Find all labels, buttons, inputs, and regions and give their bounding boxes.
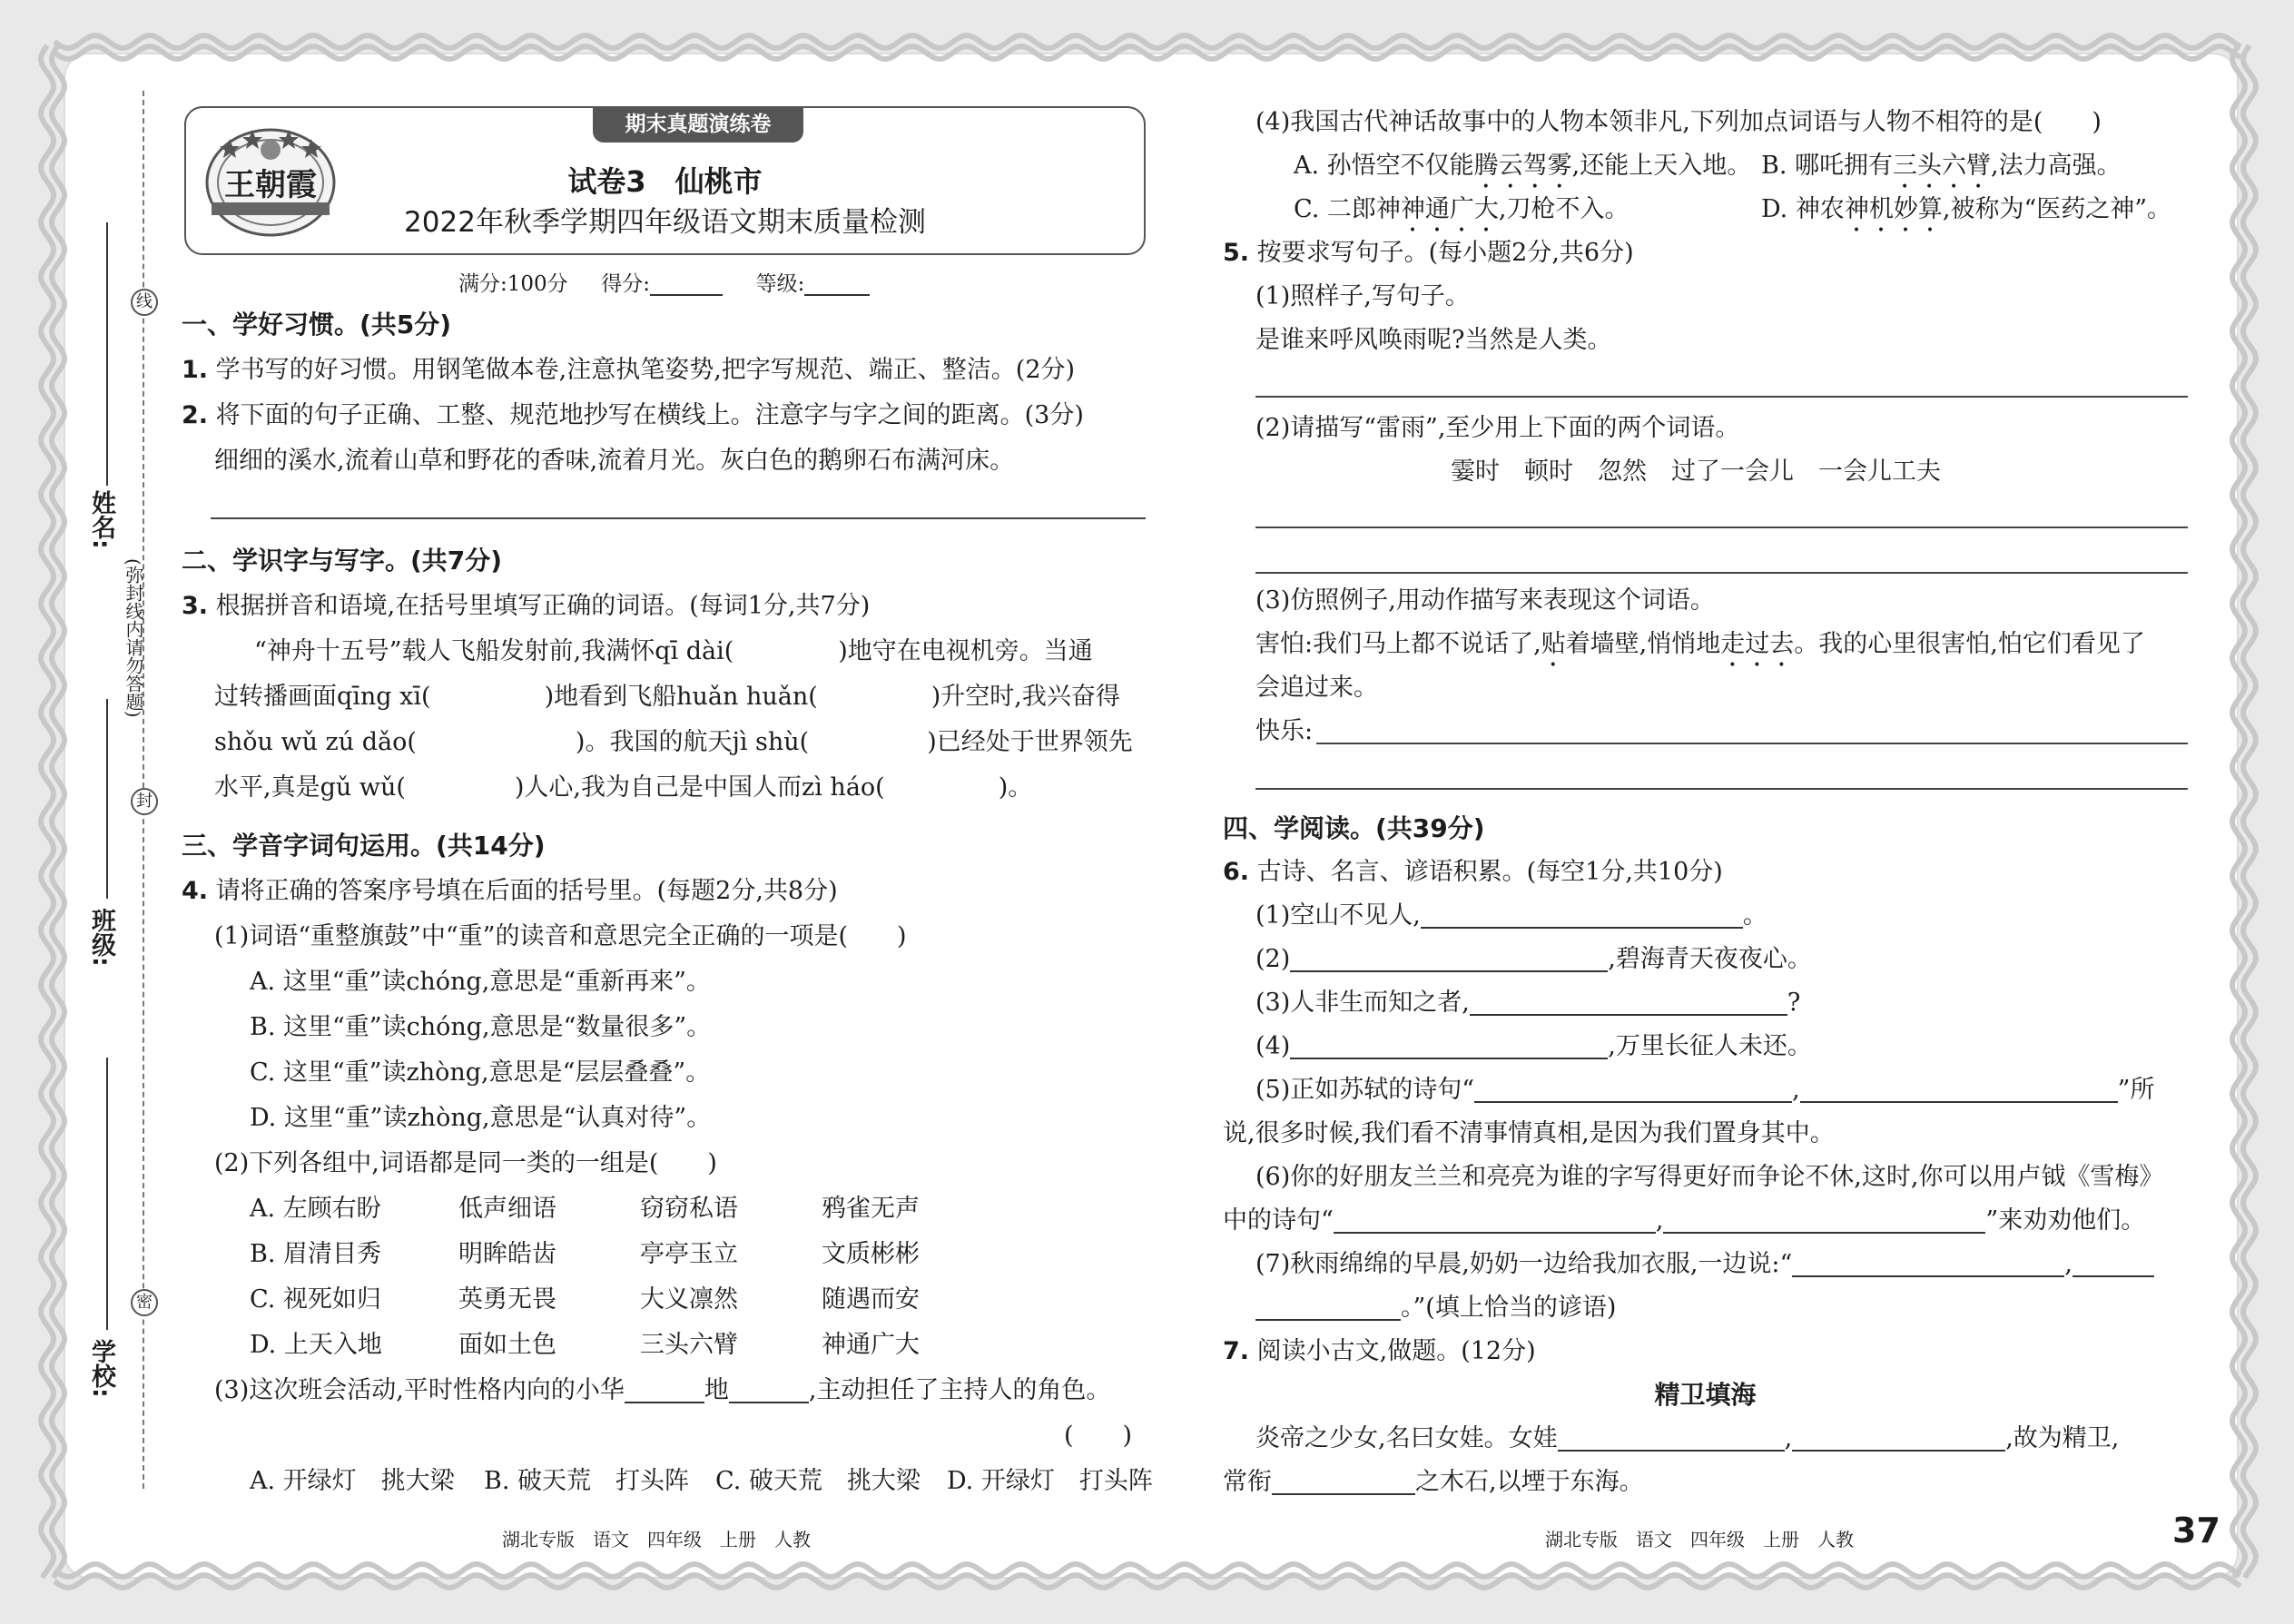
question-1: 1. 学书写的好习惯。用钢笔做本卷,注意执笔姿势,把字写规范、端正、整洁。(2分) [182, 356, 1076, 384]
grade-field[interactable] [804, 271, 870, 296]
q5-part-1: (1)照样子,写句子。 [1255, 282, 1470, 310]
binding-note: (弥封线内请勿答题) [123, 558, 144, 718]
q6-item-6-cont: 中的诗句“ , ”来劝劝他们。 [1223, 1198, 2145, 1244]
q6-2-blank[interactable] [1290, 941, 1608, 972]
q5-3-example-cont: 会追过来。 [1255, 674, 1378, 702]
section-2-title: 二、学识字与写字。(共7分) [182, 546, 503, 576]
score-label: 得分: [601, 272, 651, 296]
q4-3-blank-2[interactable] [729, 1373, 809, 1403]
q4-part-2: (2)下列各组中,词语都是同一类的一组是( ) [214, 1149, 717, 1177]
binding-mark-top: 线 [131, 289, 158, 316]
q5-3-example: 害怕:我们马上都不说话了,贴着墙壁,悄悄地走过去。我的心里很害怕,怕它们看见了 [1255, 630, 2145, 658]
section-1-title: 一、学好习惯。(共5分) [182, 310, 452, 340]
q6-item-2: (2) ,碧海青天夜夜心。 [1255, 937, 1812, 982]
q5-2-answer-line-2[interactable] [1255, 572, 2188, 574]
q4-2-row-d[interactable]: D. 上天入地 面如土色 三头六臂 神通广大 [250, 1331, 920, 1359]
q5-part-2: (2)请描写“雷雨”,至少用上下面的两个词语。 [1255, 414, 1740, 442]
q5-1-example: 是谁来呼风唤雨呢?当然是人类。 [1255, 326, 1612, 354]
q7-blank-2[interactable] [1792, 1421, 2005, 1452]
grade-label: 等级: [755, 272, 805, 296]
left-footer: 湖北专版 语文 四年级 上册 人教 [502, 1529, 811, 1550]
q6-3-blank[interactable] [1470, 985, 1787, 1016]
question-6: 6. 古诗、名言、谚语积累。(每空1分,共10分) [1223, 858, 1723, 886]
q6-5-blank-2[interactable] [1800, 1072, 2118, 1103]
q4-1-option-b[interactable]: B. 这里“重”读chóng,意思是“数量很多”。 [250, 1013, 712, 1041]
full-score: 满分:100分 [458, 272, 568, 296]
question-3: 3. 根据拼音和语境,在括号里填写正确的词语。(每词1分,共7分) [182, 592, 871, 620]
exam-title: 试卷3 仙桃市 [567, 164, 763, 199]
section-3-title: 三、学音字词句运用。(共14分) [182, 831, 546, 861]
q6-5-blank-1[interactable] [1474, 1072, 1792, 1103]
question-2: 2. 将下面的句子正确、工整、规范地抄写在横线上。注意字与字之间的距离。(3分) [182, 401, 1084, 429]
q6-item-1: (1)空山不见人, 。 [1255, 893, 1767, 939]
q3-line-2: 过转播画面qīng xī( )地看到飞船huǎn huǎn( )升空时,我兴奋得 [214, 683, 1120, 711]
q7-blank-1[interactable] [1558, 1421, 1785, 1452]
q4-part-1: (1)词语“重整旗鼓”中“重”的读音和意思完全正确的一项是( ) [214, 922, 907, 950]
q4-3-blank-1[interactable] [625, 1373, 704, 1403]
q4-3-option-b[interactable]: B. 破天荒 打头阵 [484, 1467, 690, 1495]
name-label: 姓名: [87, 490, 115, 549]
q5-2-answer-line-1[interactable] [1255, 527, 2188, 528]
q4-4-option-c[interactable]: C. 二郎神神通广大,刀枪不入。 [1294, 195, 1629, 223]
question-4: 4. 请将正确的答案序号填在后面的括号里。(每题2分,共8分) [182, 877, 838, 905]
question-7: 7. 阅读小古文,做题。(12分) [1223, 1337, 1536, 1365]
q5-part-3: (3)仿照例子,用动作描写来表现这个词语。 [1255, 586, 1715, 615]
q3-line-4: 水平,真是gǔ wǔ( )人心,我为自己是中国人而zì háo( )。 [214, 773, 1033, 802]
header-tab: 期末真题演练卷 [593, 106, 803, 143]
q6-item-7: (7)秋雨绵绵的早晨,奶奶一边给我加衣服,一边说:“ , [1255, 1242, 2154, 1287]
q3-line-3: shǒu wǔ zú dǎo( )。我国的航天jì shù( )已经处于世界领先 [214, 728, 1133, 756]
q4-part-4: (4)我国古代神话故事中的人物本领非凡,下列加点词语与人物不相符的是( ) [1255, 108, 2102, 136]
q4-2-row-b[interactable]: B. 眉清目秀 明眸皓齿 亭亭玉立 文质彬彬 [250, 1240, 920, 1268]
exam-header-box [184, 106, 1146, 255]
q6-7-blank-2[interactable] [2072, 1246, 2154, 1277]
q5-3-answer-line-2[interactable] [1255, 788, 2188, 790]
score-line [458, 268, 870, 300]
score-field[interactable] [650, 271, 723, 296]
q5-1-answer-line[interactable] [1255, 396, 2188, 398]
passage-title: 精卫填海 [1654, 1380, 1757, 1410]
school-field-line[interactable] [106, 1058, 108, 1330]
q6-item-5-cont: 说,很多时候,我们看不清事情真相,是因为我们置身其中。 [1223, 1119, 1835, 1147]
q5-3-answer-line-1[interactable] [1316, 743, 2188, 744]
name-field-line[interactable] [106, 222, 108, 486]
q4-3-options [250, 1459, 1153, 1504]
q5-3-happy-label: 快乐: [1255, 717, 1314, 745]
q6-4-blank[interactable] [1290, 1029, 1608, 1059]
q6-1-blank[interactable] [1421, 898, 1743, 929]
q5-2-words: 霎时 顿时 忽然 过了一会儿 一会儿工夫 [1451, 458, 1941, 486]
q6-item-7-cont: 。”(填上恰当的谚语) [1255, 1285, 1616, 1331]
q6-item-3: (3)人非生而知之者, ? [1255, 980, 1800, 1026]
q4-2-row-c[interactable]: C. 视死如归 英勇无畏 大义凛然 随遇而安 [250, 1285, 920, 1314]
q2-copy-line[interactable] [211, 517, 1146, 519]
svg-text:王朝霞: 王朝霞 [224, 167, 317, 203]
school-label: 学校: [87, 1339, 115, 1398]
class-label: 班级: [87, 908, 115, 967]
q4-part-3: (3)这次班会活动,平时性格内向的小华 地 ,主动担任了主持人的角色。 [214, 1368, 1110, 1413]
q4-3-option-c[interactable]: C. 破天荒 挑大梁 [715, 1467, 921, 1495]
passage-line-1: 炎帝之少女,名曰女娃。女娃 , ,故为精卫, [1255, 1416, 2119, 1462]
q4-1-option-d[interactable]: D. 这里“重”读zhòng,意思是“认真对待”。 [250, 1104, 712, 1132]
q6-6-blank-1[interactable] [1334, 1203, 1656, 1234]
page-number: 37 [2172, 1511, 2220, 1550]
binding-mark-middle: 封 [131, 788, 158, 815]
right-footer: 湖北专版 语文 四年级 上册 人教 [1545, 1529, 1854, 1550]
q7-blank-3[interactable] [1272, 1464, 1415, 1495]
q3-line-1: “神舟十五号”载人飞船发射前,我满怀qī dài( )地守在电视机旁。当通 [254, 637, 1093, 665]
q6-item-5: (5)正如苏轼的诗句“ , ”所 [1255, 1068, 2154, 1113]
q4-4-option-d[interactable]: D. 神农神机妙算,被称为“医药之神”。 [1761, 195, 2172, 223]
q6-item-4: (4) ,万里长征人未还。 [1255, 1024, 1812, 1069]
q4-3-option-d[interactable]: D. 开绿灯 打头阵 [947, 1467, 1153, 1495]
passage-line-2: 常衔 之木石,以堙于东海。 [1223, 1460, 1644, 1505]
q4-3-option-a[interactable]: A. 开绿灯 挑大梁 [250, 1467, 455, 1495]
exam-subtitle: 2022年秋季学期四年级语文期末质量检测 [404, 206, 926, 239]
q4-1-option-a[interactable]: A. 这里“重”读chóng,意思是“重新再来”。 [250, 968, 711, 996]
q4-4-option-b[interactable]: B. 哪吒拥有三头六臂,法力高强。 [1761, 152, 2122, 180]
section-4-title: 四、学阅读。(共39分) [1223, 813, 1485, 843]
question-5: 5. 按要求写句子。(每小题2分,共6分) [1223, 239, 1634, 267]
binding-mark-bottom: 密 [131, 1289, 158, 1316]
q4-4-option-a[interactable]: A. 孙悟空不仅能腾云驾雾,还能上天入地。 [1294, 152, 1752, 180]
q6-7-blank-1[interactable] [1792, 1246, 2064, 1277]
q6-7-blank-3[interactable] [1255, 1290, 1401, 1321]
q4-2-row-a[interactable]: A. 左顾右盼 低声细语 窃窃私语 鸦雀无声 [250, 1195, 920, 1223]
q6-item-6: (6)你的好朋友兰兰和亮亮为谁的字写得更好而争论不休,这时,你可以用卢钺《雪梅》 [1255, 1163, 2164, 1191]
q4-1-option-c[interactable]: C. 这里“重”读zhòng,意思是“层层叠叠”。 [250, 1058, 711, 1087]
q4-3-answer-paren[interactable]: ( ) [1064, 1422, 1133, 1450]
class-field-line[interactable] [106, 699, 108, 899]
question-2-sentence: 细细的溪水,流着山草和野花的香味,流着月光。灰白色的鹅卵石布满河床。 [214, 447, 1015, 475]
q6-6-blank-2[interactable] [1663, 1203, 1985, 1234]
